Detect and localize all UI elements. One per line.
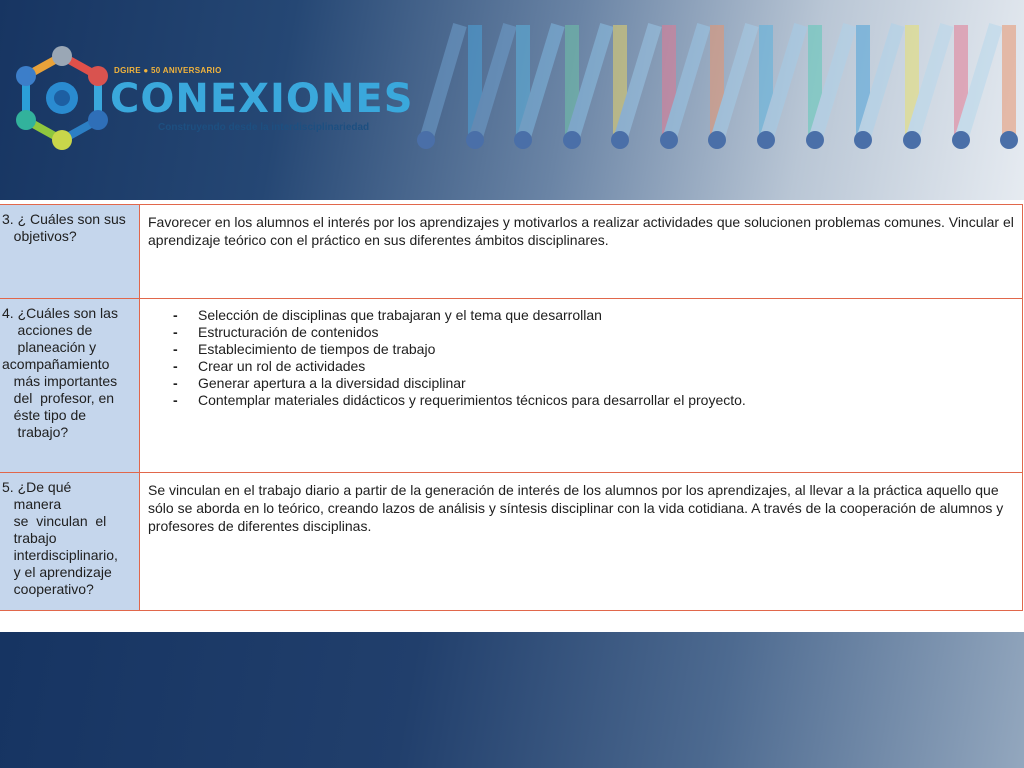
question-line: acompañamiento (2, 356, 110, 372)
question-line: objetivos? (2, 228, 77, 244)
table-row (0, 473, 1023, 611)
question-cell (0, 205, 140, 298)
answer-cell: Favorecer en los alumnos el interés por los aprendizajes y motivarlos a realizar actividades que solucionen problemas comunes. Vincular el aprendizaje teórico con el práctico en sus diferentes ámbitos disciplinares. (140, 205, 1023, 298)
question-line: planeación y (2, 339, 97, 355)
header-banner (0, 0, 1024, 200)
answer-cell (140, 299, 1023, 472)
question-line: se vinculan el (2, 513, 107, 529)
table-row (0, 204, 1023, 299)
question-line: acciones de (2, 322, 93, 338)
question-line: del profesor, en (2, 390, 115, 406)
question-line: más importantes (2, 373, 118, 389)
table-row (0, 299, 1023, 473)
list-item-text: Crear un rol de actividades (198, 358, 366, 374)
question-line: trabajo (2, 530, 57, 546)
question-line: y el aprendizaje (2, 564, 112, 580)
molecule-logo-icon (14, 42, 110, 154)
list-item-text: Generar apertura a la diversidad disciplinar (198, 375, 466, 391)
question-line: trabajo? (2, 424, 69, 440)
question-cell (0, 299, 140, 472)
questions-table (0, 204, 1023, 611)
question-line: manera (2, 496, 62, 512)
logo-subtitle: Construyendo desde la interdisciplinariedad (158, 122, 370, 133)
list-item: - Establecimiento de tiempos de trabajo (173, 341, 436, 357)
list-item-text: Selección de disciplinas que trabajaran y el tema que desarrollan (198, 307, 602, 323)
list-item: - Selección de disciplinas que trabajaran y el tema que desarrollan (173, 307, 602, 323)
footer-banner (0, 632, 1024, 768)
question-line: cooperativo? (2, 581, 94, 597)
content-area (0, 200, 1024, 632)
question-line: 3. ¿ Cuáles son sus (2, 211, 126, 227)
list-item-text: Establecimiento de tiempos de trabajo (198, 341, 436, 357)
conexiones-logo (14, 42, 414, 154)
list-item: - Contemplar materiales didácticos y requerimientos técnicos para desarrollar el proyecto. (173, 392, 746, 408)
question-cell (0, 473, 140, 610)
list-item: - Generar apertura a la diversidad disciplinar (173, 375, 466, 391)
list-item: - Crear un rol de actividades (173, 358, 366, 374)
answer-cell: Se vinculan en el trabajo diario a partir de la generación de interés de los alumnos por los aprendizajes, al llevar a la práctica aquello que sólo se aborda en lo teórico, creando lazos de análisis y síntesis disciplinar con la vida cotidiana. A través de la cooperación de alumnos y profesores de diferentes disciplinas. (140, 473, 1023, 610)
list-item-text: Estructuración de contenidos (198, 324, 379, 340)
question-line: 5. ¿De qué (2, 479, 72, 495)
question-line: 4. ¿Cuáles son las (2, 305, 118, 321)
question-line: éste tipo de (2, 407, 87, 423)
logo-title: CONEXIONES (110, 76, 414, 122)
decorative-stripes (410, 20, 1024, 160)
logo-tagline: DGIRE ● 50 ANIVERSARIO (114, 66, 222, 75)
list-item-text: Contemplar materiales didácticos y requerimientos técnicos para desarrollar el proyecto. (198, 392, 746, 408)
list-item: - Estructuración de contenidos (173, 324, 379, 340)
question-line: interdisciplinario, (2, 547, 118, 563)
